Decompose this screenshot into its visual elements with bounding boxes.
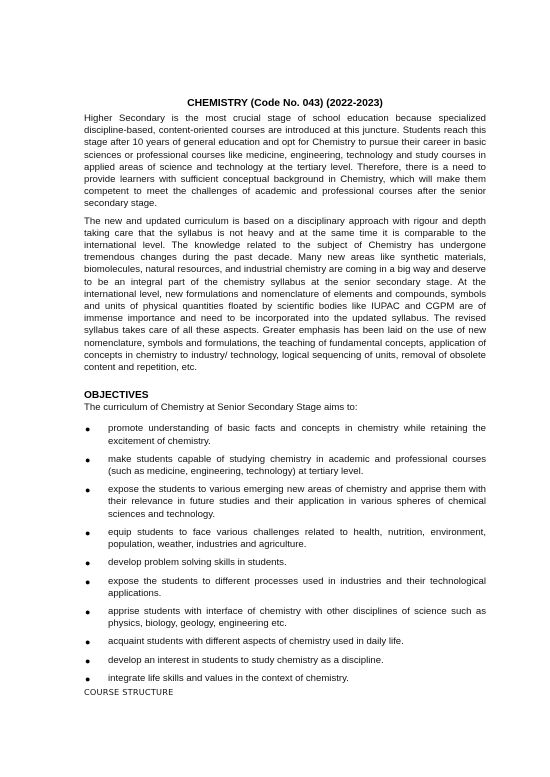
objective-item <box>84 454 486 478</box>
objective-item <box>84 557 486 569</box>
bullet-icon: ● <box>85 558 91 569</box>
objective-text: develop problem solving skills in students. <box>108 557 287 569</box>
bullet-icon: ● <box>85 655 91 666</box>
objective-text: promote understanding of basic facts and concepts in chemistry while retaining the excitement of chemistry. <box>108 423 486 447</box>
objective-item <box>84 576 486 600</box>
page-title: CHEMISTRY (Code No. 043) (2022-2023) <box>187 98 383 109</box>
objectives-heading: OBJECTIVES <box>84 390 149 402</box>
bullet-icon: ● <box>85 485 91 496</box>
bullet-icon: ● <box>85 424 91 435</box>
objective-item <box>84 655 486 667</box>
bullet-icon: ● <box>85 637 91 648</box>
objective-text: apprise students with interface of chemistry with other disciplines of science such as physics, biology, geology, engineering etc. <box>108 605 486 630</box>
objective-item <box>84 606 486 630</box>
objective-text: acquaint students with different aspects of chemistry used in daily life. <box>108 636 404 648</box>
objectives-intro: The curriculum of Chemistry at Senior Secondary Stage aims to: <box>84 402 358 414</box>
bullet-icon: ● <box>85 454 91 465</box>
objective-text: expose the students to different processes used in industries and their technological applications. <box>108 575 486 599</box>
course-structure-heading: COURSE STRUCTURE <box>84 686 174 697</box>
bullet-icon: ● <box>85 576 91 587</box>
objective-text: expose the students to various emerging new areas of chemistry and apprise them with their relevance in future studies and their application in various spheres of chemical sciences and technology. <box>108 484 486 520</box>
objective-text: develop an interest in students to study chemistry as a discipline. <box>108 654 384 666</box>
bullet-icon: ● <box>85 527 91 538</box>
objective-item <box>84 423 486 447</box>
bullet-icon: ● <box>85 606 91 617</box>
curriculum-paragraph: The new and updated curriculum is based on a disciplinary approach with rigour and depth taking care that the syllabus is not heavy and at the same time it is comparable to the international level. The knowledge related to the subject of Chemistry has undergone tremendous changes during the past decade. Many new areas like synthetic materials, biomolecules, natural resources, and industrial chemistry are coming in a big way and deserve to be an integral part of the chemistry syllabus at the senior secondary stage. At the international level, new formulations and nomenclature of elements and compounds, symbols and units of physical quantities floated by scientific bodies like IUPAC and CGPM are of immense importance and need to be incorporated into the updated syllabus. The revised syllabus takes care of all these aspects. Greater emphasis has been laid on the use of new nomenclature, symbols and formulations, the teaching of fundamental concepts, application of concepts in chemistry to industry/ technology, logical sequencing of units, removal of obsolete content and repetition, etc. <box>84 215 486 374</box>
objective-text: equip students to face various challenges related to health, nutrition, environment, population, weather, industries and agriculture. <box>108 526 486 551</box>
objective-item <box>84 636 486 648</box>
objective-item <box>84 527 486 551</box>
objectives-list <box>84 423 486 684</box>
objective-item <box>84 484 486 521</box>
intro-paragraph: Higher Secondary is the most crucial stage of school education because specialized discipline-based, content-oriented courses are introduced at this juncture. Students reach this stage after 10 years of general education and opt for Chemistry to pursue their career in basic sciences or professional courses like medicine, engineering, technology and study courses in applied areas of science and technology at the tertiary level. Therefore, there is a need to provide learners with sufficient conceptual background in Chemistry, which will make them competent to meet the challenges of academic and professional courses after the senior secondary stage. <box>84 113 486 210</box>
bullet-icon: ● <box>85 673 91 684</box>
objective-text: make students capable of studying chemistry in academic and professional courses (such as medicine, engineering, technology) at tertiary level. <box>108 453 486 478</box>
objective-text: integrate life skills and values in the context of chemistry. <box>108 672 349 684</box>
page-content <box>84 97 486 698</box>
objective-item <box>84 673 486 685</box>
